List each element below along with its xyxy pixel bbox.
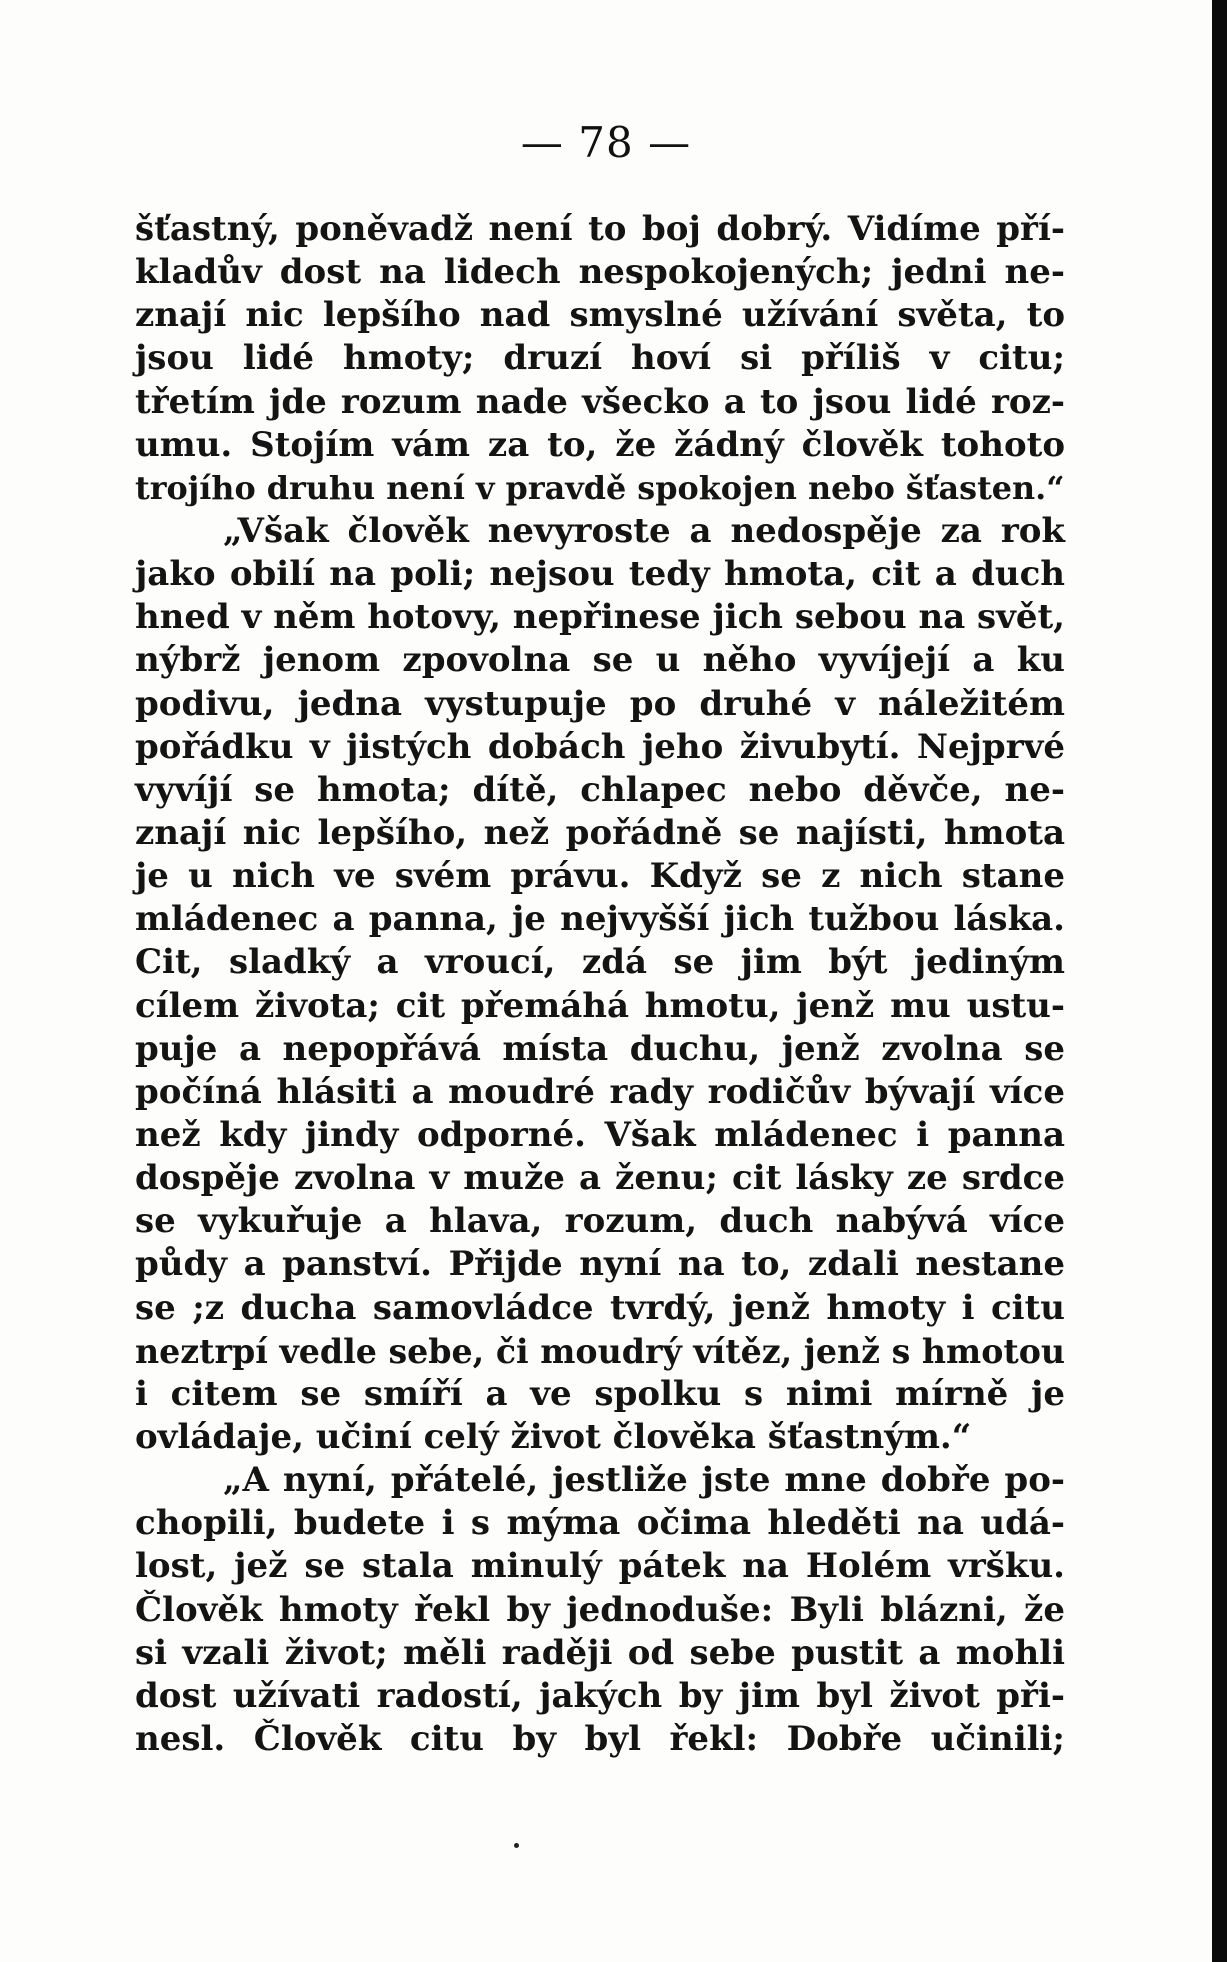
- text-line: nýbrž jenom zpovolna se u něho vyvíjejí a ku: [135, 640, 1065, 681]
- text-line: vyvíjí se hmota; dítě, chlapec nebo děvče, ne-: [135, 769, 1065, 810]
- text-line: pořádku v jistých dobách jeho živubytí. Nejprvé: [135, 726, 1065, 767]
- text-line: neztrpí vedle sebe, či moudrý vítěz, jenž s hmotou: [135, 1331, 1065, 1371]
- text-line: si vzali život; měli raději od sebe pustit a mohli: [135, 1632, 1065, 1673]
- scan-edge-border: [1212, 0, 1227, 1962]
- text-line: cílem života; cit přemáhá hmotu, jenž mu ustu-: [135, 985, 1065, 1026]
- text-line: se vykuřuje a hlava, rozum, duch nabývá více: [135, 1201, 1065, 1242]
- text-line: dospěje zvolna v muže a ženu; cit lásky ze srdce: [135, 1158, 1065, 1199]
- text-line: než kdy jindy odporné. Však mládenec i panna: [135, 1114, 1065, 1155]
- text-line: umu. Stojím vám za to, že žádný člověk tohoto: [135, 424, 1065, 465]
- text-line: se ;z ducha samovládce tvrdý, jenž hmoty i citu: [135, 1287, 1065, 1328]
- page-number: — 78 —: [520, 118, 692, 167]
- text-line: „Však člověk nevyroste a nedospěje za rok: [223, 510, 1065, 551]
- text-line: znají nic lepšího, než pořádně se najísti, hmota: [135, 812, 1065, 853]
- text-line: jsou lidé hmoty; druzí hoví si příliš v citu;: [135, 338, 1065, 379]
- text-line: trojího druhu není v pravdě spokojen nebo šťasten.“: [135, 468, 1065, 507]
- text-line: mládenec a panna, je nejvyšší jich tužbou láska.: [135, 899, 1065, 940]
- text-line: lost, jež se stala minulý pátek na Holém vršku.: [135, 1546, 1065, 1587]
- text-line: puje a nepopřává místa duchu, jenž zvolna se: [135, 1028, 1065, 1069]
- text-line: Člověk hmoty řekl by jednoduše: Byli blázni, že: [135, 1589, 1065, 1630]
- text-line: „A nyní, přátelé, jestliže jste mne dobře po-: [223, 1460, 1065, 1501]
- text-line: jako obilí na poli; nejsou tedy hmota, cit a duch: [135, 554, 1065, 595]
- text-line: počíná hlásiti a moudré rady rodičův bývají více: [135, 1071, 1065, 1112]
- text-line: dost užívati radostí, jakých by jim byl život při-: [135, 1675, 1065, 1716]
- text-line: chopili, budete i s mýma očima hleděti na udá-: [135, 1503, 1065, 1544]
- text-line: podivu, jedna vystupuje po druhé v náležitém: [135, 683, 1065, 724]
- text-line: je u nich ve svém právu. Když se z nich stane: [135, 856, 1065, 897]
- text-line: i citem se smíří a ve spolku s nimi mírně je: [135, 1373, 1065, 1414]
- body-text: [135, 208, 1065, 1761]
- text-line: třetím jde rozum nade všecko a to jsou lidé roz-: [135, 381, 1065, 422]
- text-line: šťastný, poněvadž není to boj dobrý. Vidíme pří-: [135, 209, 1065, 249]
- text-line: hned v něm hotovy, nepřinese jich sebou na svět,: [135, 597, 1065, 638]
- text-line: půdy a panství. Přijde nyní na to, zdali nestane: [135, 1244, 1065, 1285]
- text-line: Cit, sladký a vroucí, zdá se jim být jediným: [135, 942, 1065, 983]
- text-line: ovládaje, učiní celý život člověka šťastným.“: [135, 1416, 972, 1457]
- text-line: kladův dost na lidech nespokojených; jedni ne-: [135, 252, 1065, 293]
- text-line: znají nic lepšího nad smyslné užívání světa, to: [135, 295, 1065, 336]
- print-speck: [514, 1843, 519, 1848]
- text-line: nesl. Člověk citu by byl řekl: Dobře učinili;: [135, 1718, 1065, 1759]
